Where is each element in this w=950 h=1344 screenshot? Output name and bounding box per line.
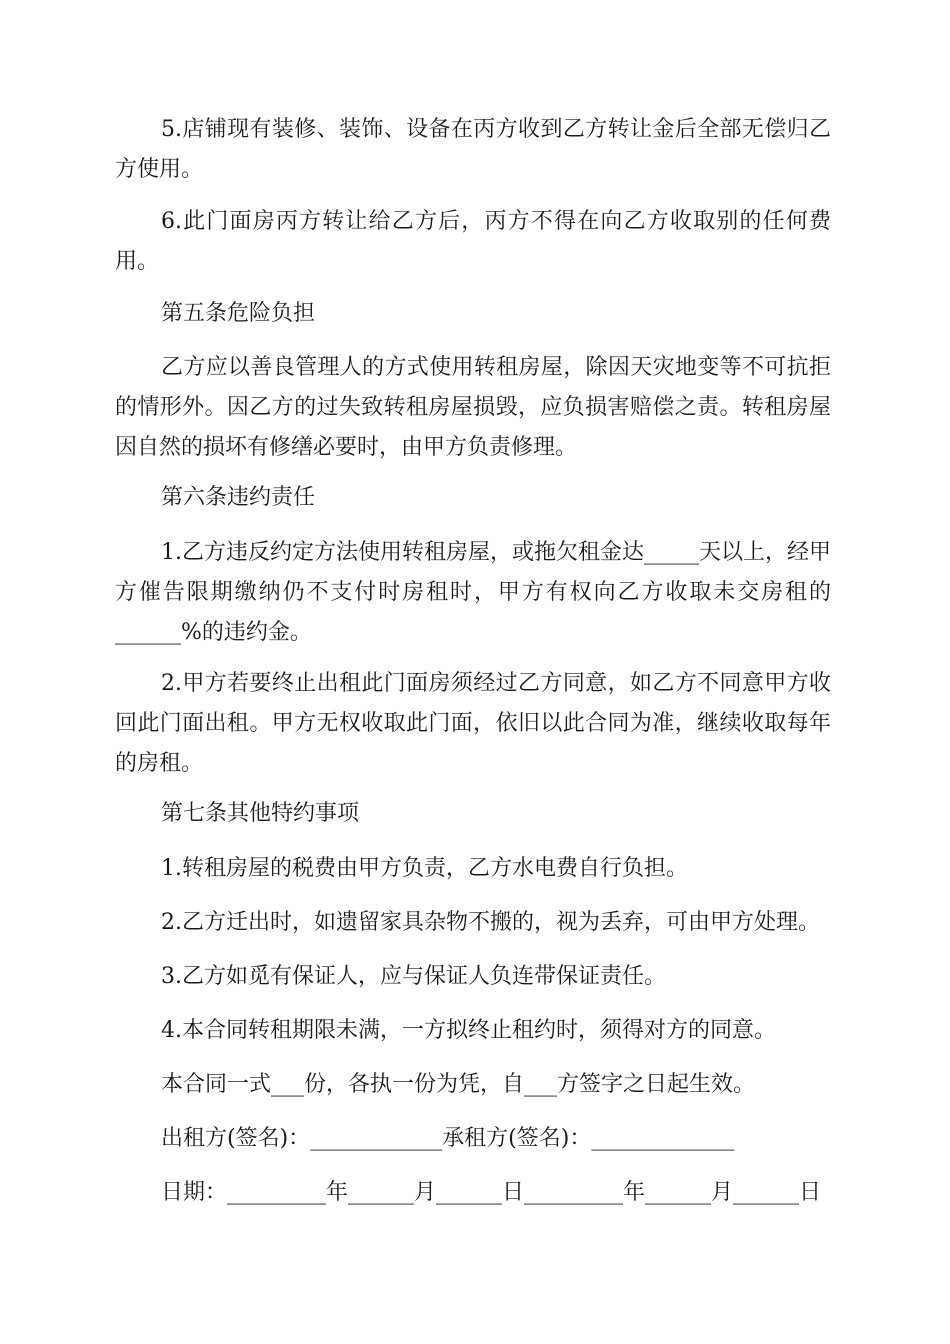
article-7-item-1: 1.转租房屋的税费由甲方负责，乙方水电费自行负担。 — [161, 856, 688, 881]
copies-clause: 本合同一式___份，各执一份为凭，自___方签字之日起生效。 — [161, 1072, 756, 1097]
clause-item-6: 6.此门面房丙方转让给乙方后，丙方不得在向乙方收取别的任何费用。 — [115, 209, 831, 274]
date-line: 日期：_________年______月______日_________年______月______日 — [161, 1180, 822, 1205]
signature-line: 出租方(签名)：____________承租方(签名)：_____________ — [161, 1126, 735, 1151]
clause-item-5: 5.店铺现有装修、装饰、设备在丙方收到乙方转让金后全部无偿归乙方使用。 — [115, 117, 831, 182]
article-7-item-2: 2.乙方迁出时，如遗留家具杂物不搬的，视为丢弃，可由甲方处理。 — [161, 910, 820, 935]
article-6-item-2: 2.甲方若要终止出租此门面房须经过乙方同意，如乙方不同意甲方收回此门面出租。甲方无权收取此门面，依旧以此合同为准，继续收取每年的房租。 — [115, 671, 831, 776]
article-7-item-4: 4.本合同转租期限未满，一方拟终止租约时，须得对方的同意。 — [161, 1018, 776, 1043]
article-6-item-1: 1.乙方违反约定方法使用转租房屋，或拖欠租金达_____天以上，经甲方催告限期缴纳仍不支付时房租时，甲方有权向乙方收取未交房租的______%的违约金。 — [115, 540, 831, 645]
article-6-title: 第六条违约责任 — [161, 485, 316, 510]
article-7-item-3: 3.乙方如觅有保证人，应与保证人负连带保证责任。 — [161, 964, 666, 989]
article-7-title: 第七条其他特约事项 — [161, 801, 360, 826]
article-5-body: 乙方应以善良管理人的方式使用转租房屋，除因天灾地变等不可抗拒的情形外。因乙方的过失致转租房屋损毁，应负损害赔偿之责。转租房屋因自然的损坏有修缮必要时，由甲方负责修理。 — [115, 355, 831, 460]
article-5-title: 第五条危险负担 — [161, 301, 316, 326]
